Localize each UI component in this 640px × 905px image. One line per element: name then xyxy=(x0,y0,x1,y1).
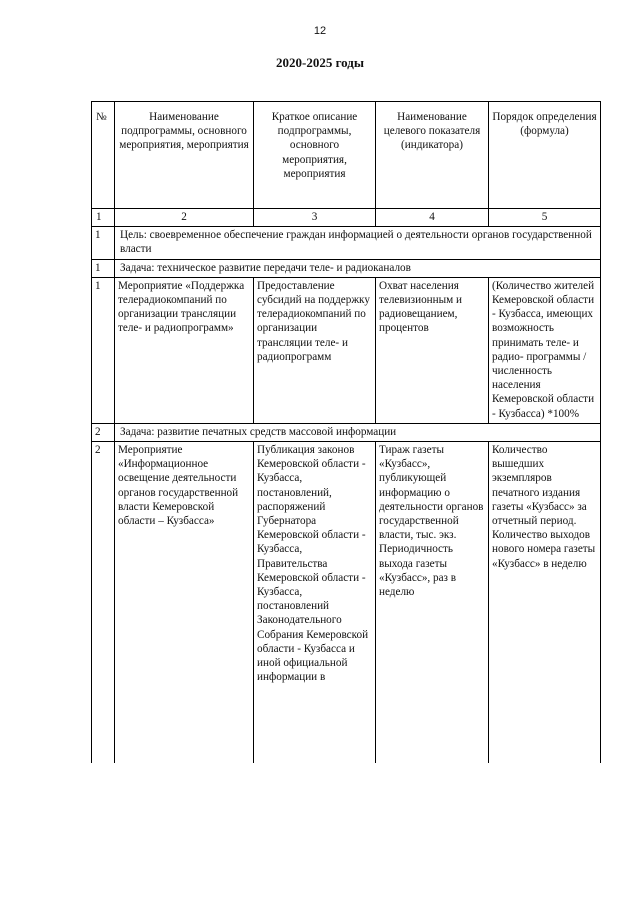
page-number: 12 xyxy=(313,25,327,37)
formula: Количество вышедших экземпляров печатного издания газеты «Кузбасс» за отчетный период. Количество выходов нового номера газеты «Кузбасс» в неделю xyxy=(489,442,601,764)
goal-number: 1 xyxy=(92,227,115,259)
goal-row xyxy=(92,227,601,259)
header-description: Краткое описание подпрограммы, основного мероприятия, мероприятия xyxy=(254,102,376,209)
indicator-name: Тираж газеты «Кузбасс», публикующей информацию о деятельности органов государственной власти, тыс. экз. Периодичность выхода газеты «Кузбасс», раз в неделю xyxy=(376,442,489,764)
task-number: 2 xyxy=(92,423,115,441)
program-table xyxy=(91,101,601,763)
row-number: 1 xyxy=(92,277,115,423)
header-indicator: Наименование целевого показателя (индикатора) xyxy=(376,102,489,209)
column-number: 1 xyxy=(92,209,115,227)
table-row xyxy=(92,277,601,423)
task-number: 1 xyxy=(92,259,115,277)
row-number: 2 xyxy=(92,442,115,764)
column-number-row xyxy=(92,209,601,227)
task-row xyxy=(92,423,601,441)
activity-description: Предоставление субсидий на поддержку телерадиокомпаний по организации трансляции теле- и радиопрограмм xyxy=(254,277,376,423)
goal-text: Цель: своевременное обеспечение граждан информацией о деятельности органов государственной власти xyxy=(115,227,601,259)
column-number: 3 xyxy=(254,209,376,227)
formula: (Количество жителей Кемеровской области - Кузбасса, имеющих возможность принимать теле- и радио- программы / численность населения Кемеровской области - Кузбасса) *100% xyxy=(489,277,601,423)
column-number: 5 xyxy=(489,209,601,227)
document-title: 2020-2025 годы xyxy=(275,55,364,70)
header-formula: Порядок определения (формула) xyxy=(489,102,601,209)
task-text: Задача: развитие печатных средств массовой информации xyxy=(115,423,601,441)
task-row xyxy=(92,259,601,277)
indicator-name: Охват населения телевизионным и радиовещанием, процентов xyxy=(376,277,489,423)
header-row xyxy=(92,102,601,209)
task-text: Задача: техническое развитие передачи теле- и радиоканалов xyxy=(115,259,601,277)
activity-name: Мероприятие «Информационное освещение деятельности органов государственной власти Кемеровской области – Кузбасса» xyxy=(115,442,254,764)
header-number: № xyxy=(92,102,115,209)
activity-name: Мероприятие «Поддержка телерадиокомпаний по организации трансляции теле- и радиопрограмм» xyxy=(115,277,254,423)
column-number: 2 xyxy=(115,209,254,227)
activity-description: Публикация законов Кемеровской области - Кузбасса, постановлений, распоряжений Губернатора Кемеровской области - Кузбасса, Правительства Кемеровской области - Кузбасса, постановлений Законодательного Собрания Кемеровской области - Кузбасса и иной официальной информации в xyxy=(254,442,376,764)
table-row xyxy=(92,442,601,764)
header-name: Наименование подпрограммы, основного мероприятия, мероприятия xyxy=(115,102,254,209)
column-number: 4 xyxy=(376,209,489,227)
